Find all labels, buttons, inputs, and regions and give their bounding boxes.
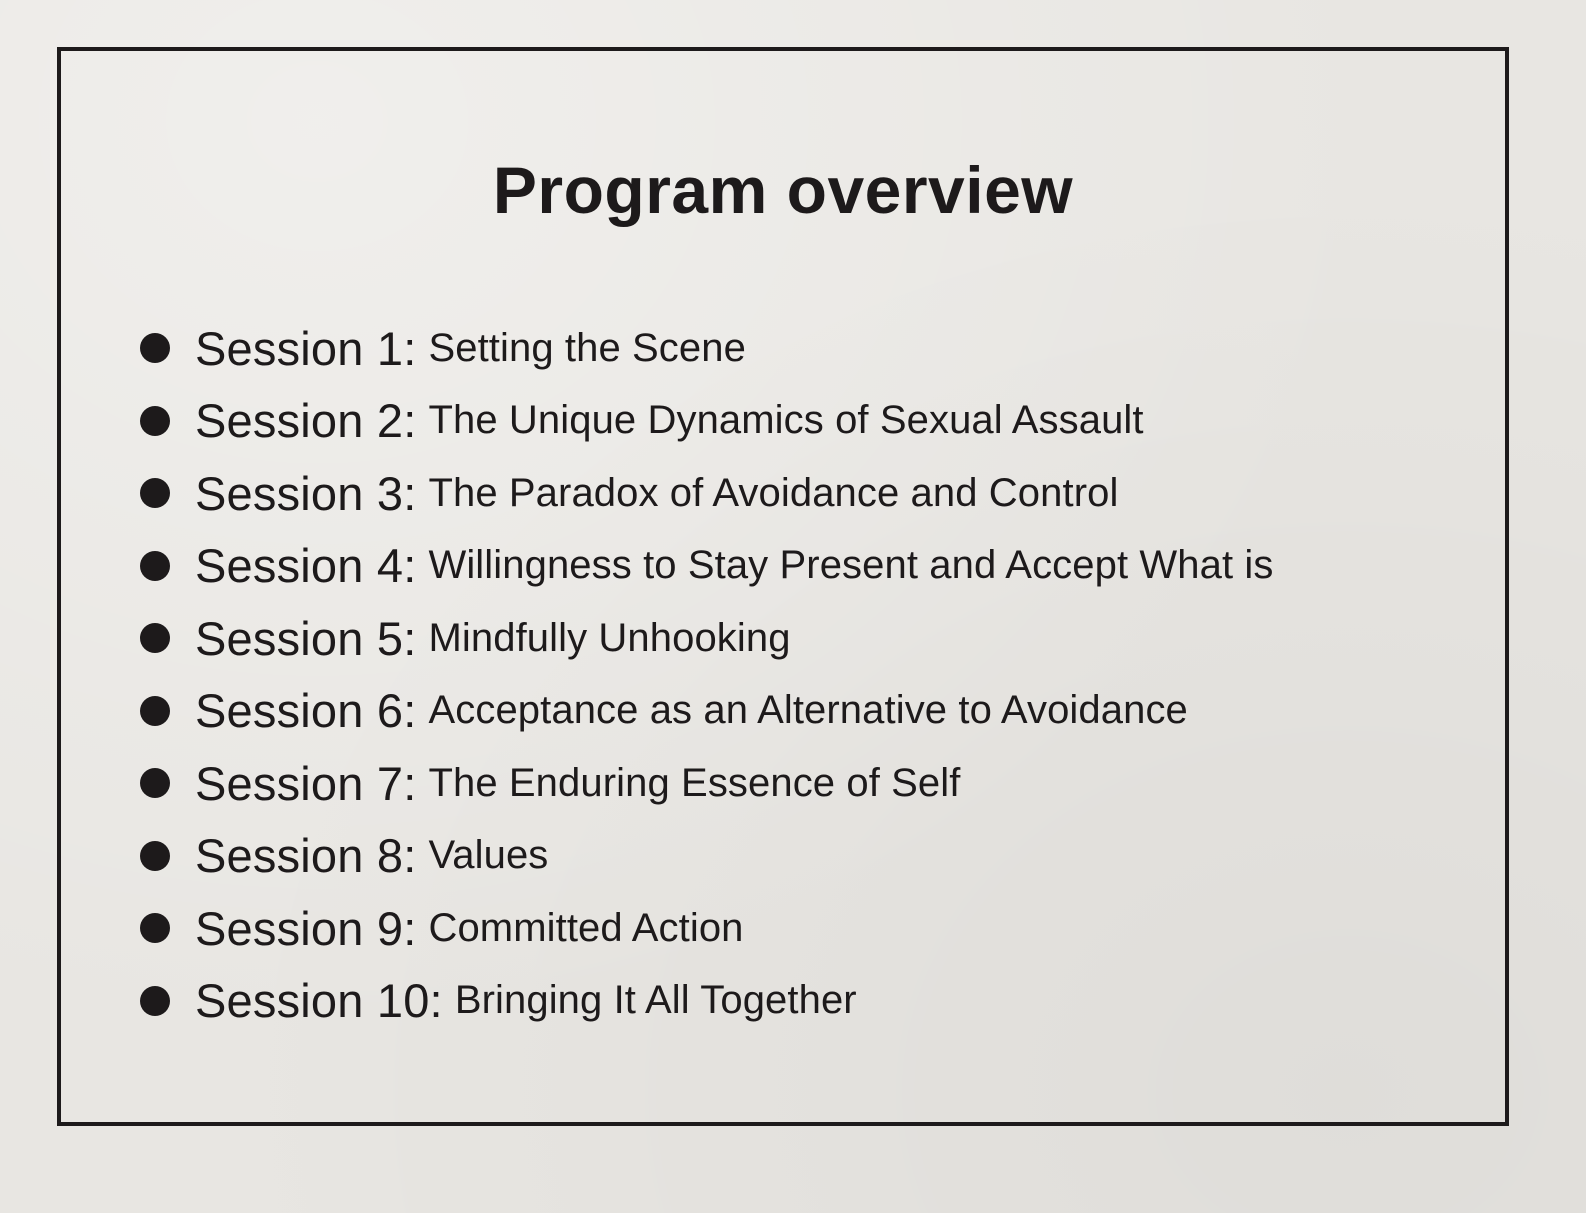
- session-item: [140, 965, 1273, 1038]
- session-description: Mindfully Unhooking: [428, 615, 791, 660]
- session-label: Session 3:: [195, 466, 417, 520]
- session-label: Session 4:: [195, 539, 417, 593]
- session-description: Setting the Scene: [428, 325, 746, 370]
- session-label: Session 9:: [195, 901, 417, 955]
- session-item: [140, 385, 1273, 458]
- session-item: [140, 602, 1273, 675]
- session-description: The Paradox of Avoidance and Control: [428, 470, 1119, 515]
- session-description: The Unique Dynamics of Sexual Assault: [428, 398, 1144, 443]
- session-label: Session 1:: [195, 321, 417, 375]
- session-description: Willingness to Stay Present and Accept What is: [428, 543, 1274, 588]
- session-item: [140, 820, 1273, 893]
- session-item: [140, 457, 1273, 530]
- session-label: Session 6:: [195, 684, 417, 738]
- bullet-icon: [140, 333, 170, 363]
- page-title: Program overview: [492, 153, 1074, 227]
- session-item: [140, 530, 1273, 603]
- session-item: [140, 312, 1273, 385]
- session-label: Session 7:: [195, 756, 417, 810]
- bullet-icon: [140, 841, 170, 871]
- bullet-icon: [140, 623, 170, 653]
- bullet-icon: [140, 913, 170, 943]
- bullet-icon: [140, 478, 170, 508]
- bullet-icon: [140, 696, 170, 726]
- bullet-icon: [140, 768, 170, 798]
- session-list: [140, 312, 1273, 1037]
- session-label: Session 10:: [195, 974, 443, 1028]
- bullet-icon: [140, 406, 170, 436]
- session-item: [140, 892, 1273, 965]
- session-description: Acceptance as an Alternative to Avoidance: [428, 688, 1188, 733]
- session-description: The Enduring Essence of Self: [428, 760, 961, 805]
- session-label: Session 5:: [195, 611, 417, 665]
- session-description: Values: [428, 833, 549, 878]
- session-item: [140, 675, 1273, 748]
- session-description: Bringing It All Together: [454, 978, 857, 1023]
- session-label: Session 8:: [195, 829, 417, 883]
- bullet-icon: [140, 986, 170, 1016]
- session-item: [140, 747, 1273, 820]
- session-description: Committed Action: [428, 905, 744, 950]
- session-label: Session 2:: [195, 394, 417, 448]
- bullet-icon: [140, 551, 170, 581]
